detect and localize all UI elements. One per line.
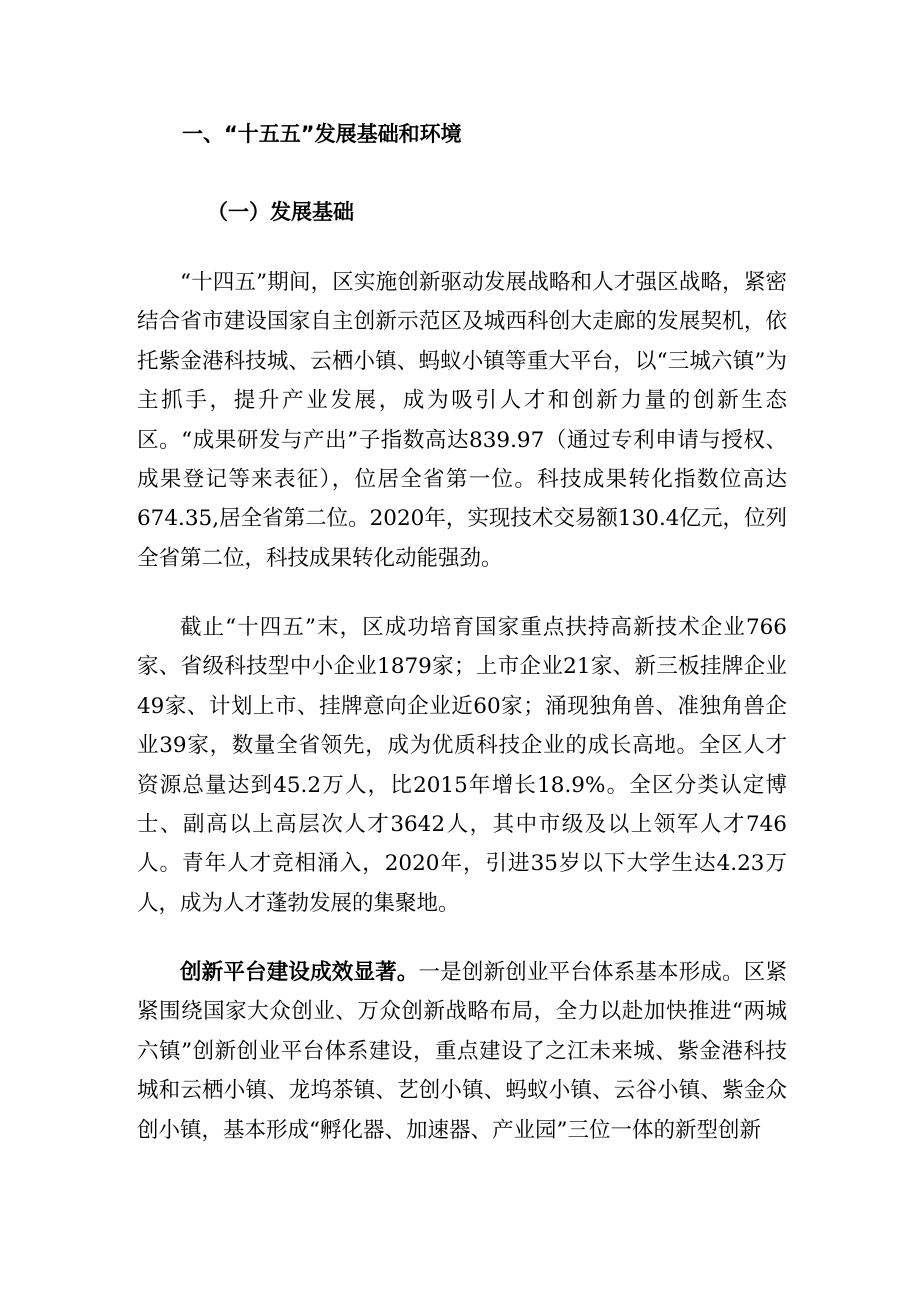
section-heading: 一、“十五五”发展基础和环境 bbox=[182, 122, 462, 146]
paragraph-enterprises-talent: 截止“十四五”末，区成功培育国家重点扶持高新技术企业766家、省级科技型中小企业1879家；上市企业21家、新三板挂牌企业49家、计划上市、挂牌意向企业近60家；涌现独角兽、准独角兽企业39家，数量全省领先，成为优质科技企业的成长高地。全区人才资源总量达到45.2万人，比2015年增长18.9%。全区分类认定博士、副高以上高层次人才3642人，其中市级及以上领军人才746人。青年人才竞相涌入，2020年，引进35岁以下大学生达4.23万人，成为人才蓬勃发展的集聚地。 bbox=[137, 615, 787, 916]
subsection-heading: （一）发展基础 bbox=[207, 200, 354, 224]
paragraph-lead-phrase: 创新平台建设成效显著。 bbox=[180, 960, 419, 985]
paragraph-development-overview: “十四五”期间，区实施创新驱动发展战略和人才强区战略，紧密结合省市建设国家自主创新示范区及城西科创大走廊的发展契机，依托紫金港科技城、云栖小镇、蚂蚁小镇等重大平台，以“三城六镇”为主抓手，提升产业发展，成为吸引人才和创新力量的创新生态区。“成果研发与产出”子指数高达839.97（通过专利申请与授权、成果登记等来表征），位居全省第一位。科技成果转化指数位高达674.35,居全省第二位。2020年，实现技术交易额130.4亿元，位列全省第二位，科技成果转化动能强劲。 bbox=[137, 270, 787, 571]
paragraph-innovation-platforms bbox=[137, 953, 787, 1150]
paragraph-body-text: 一是创新创业平台体系基本形成。区紧紧围绕国家大众创业、万众创新战略布局，全力以赴加快推进“两城六镇”创新创业平台体系建设，重点建设了之江未来城、紫金港科技城和云栖小镇、龙坞茶镇、艺创小镇、蚂蚁小镇、云谷小镇、紫金众创小镇，基本形成“孵化器、加速器、产业园”三位一体的新型创新 bbox=[137, 960, 787, 1143]
